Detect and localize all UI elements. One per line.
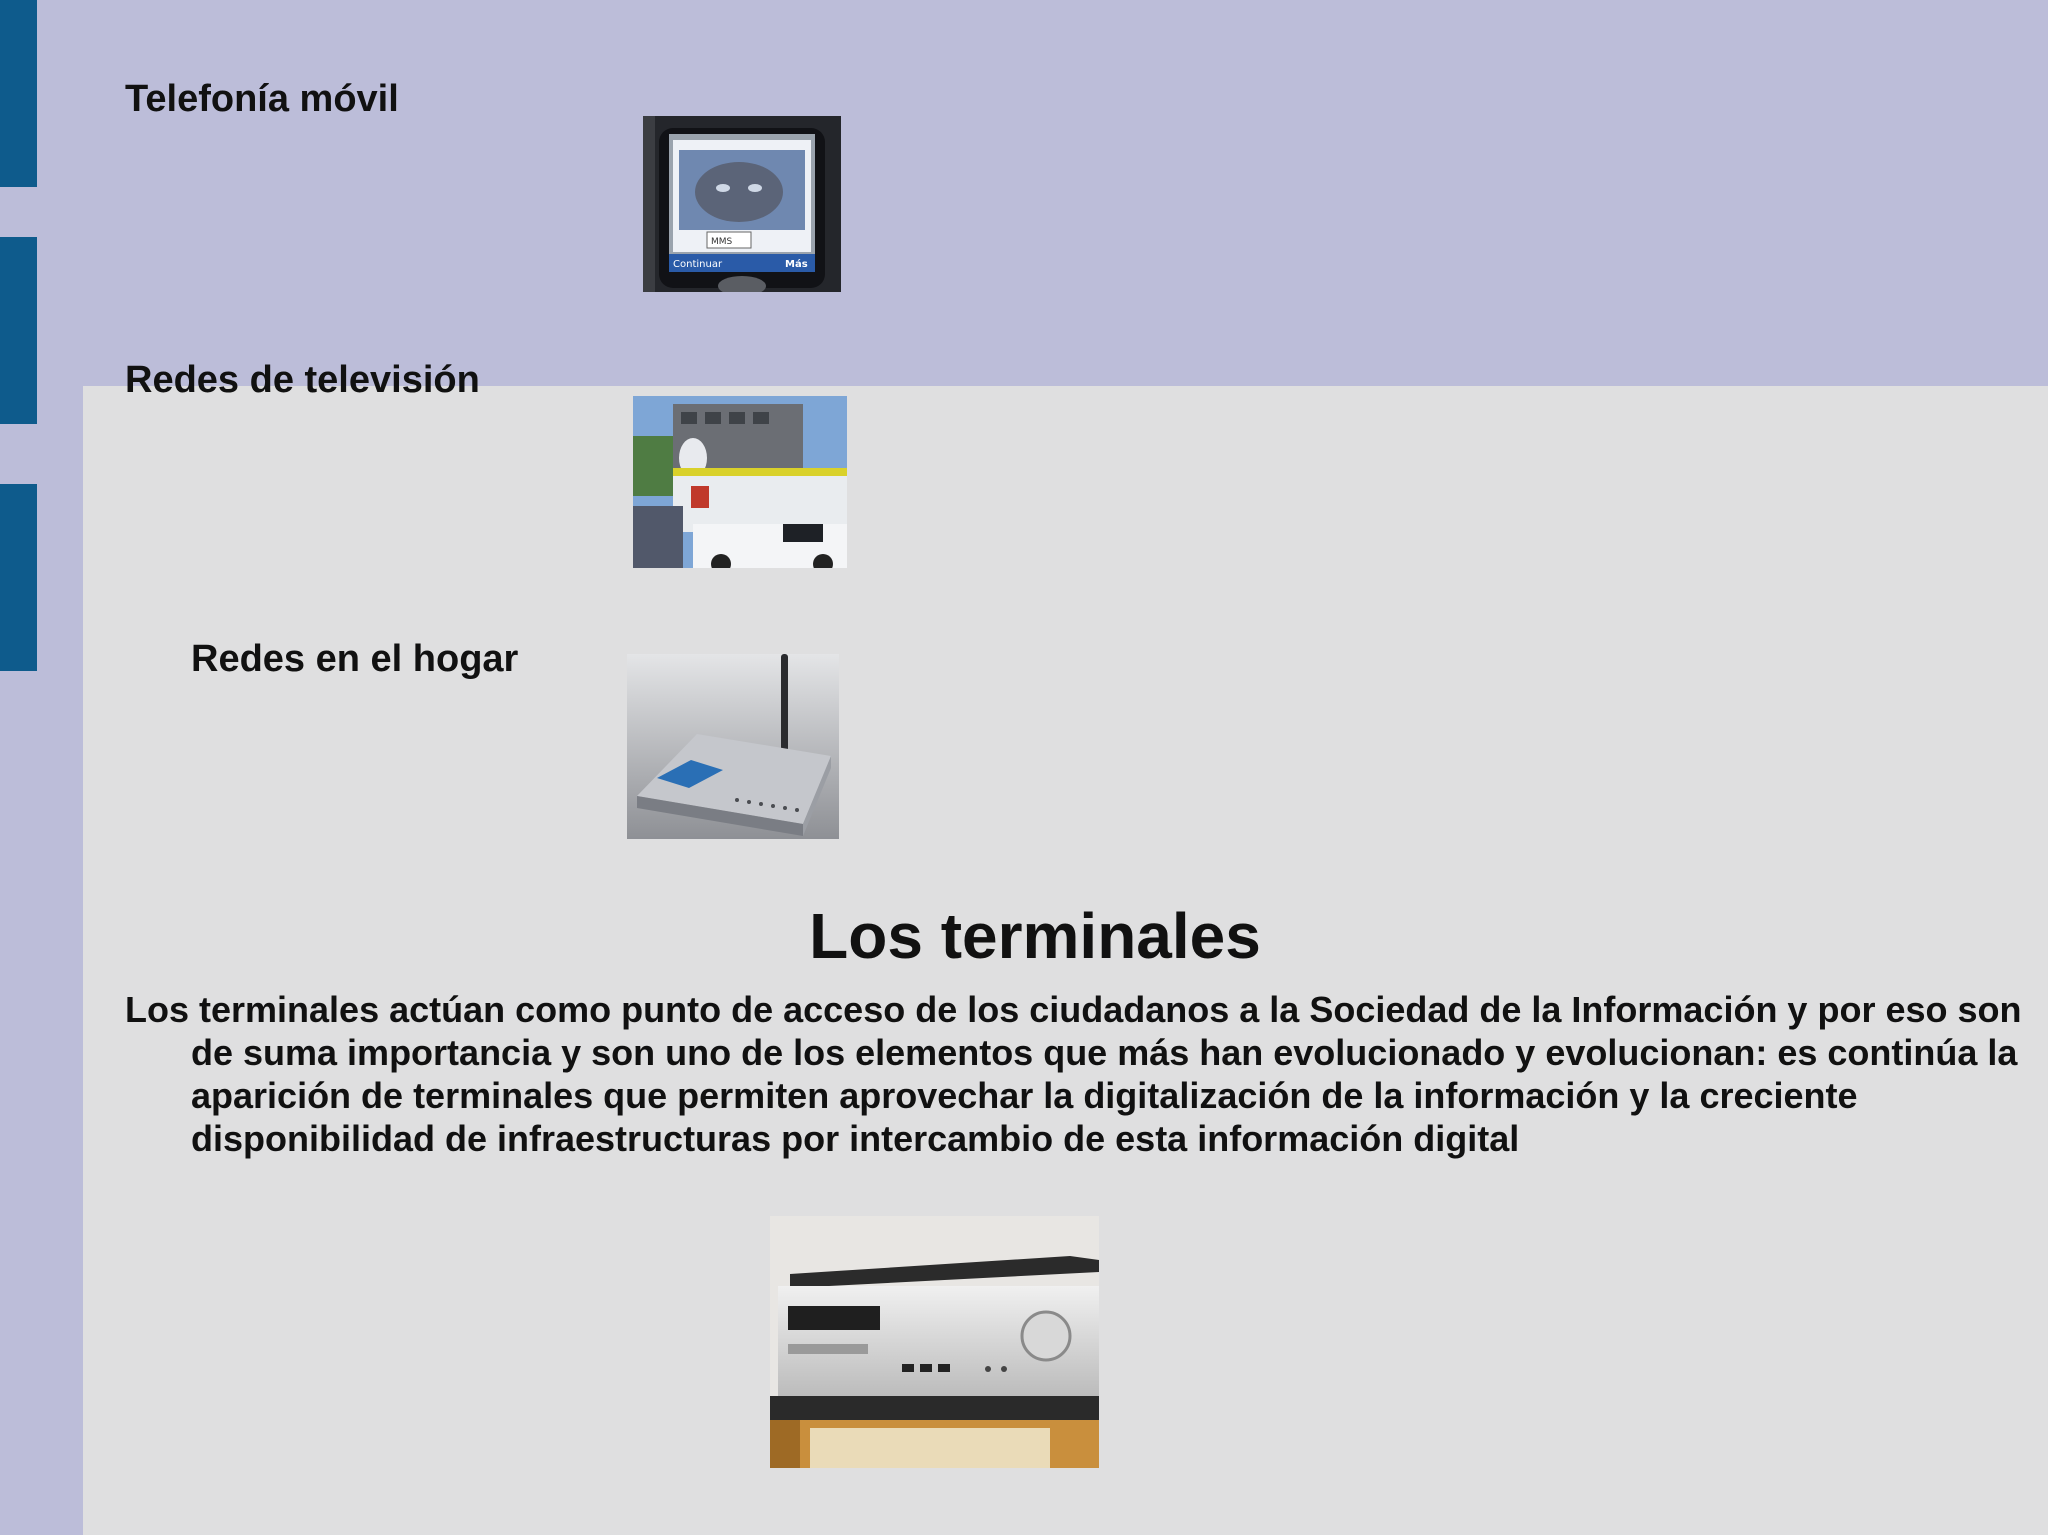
label-telefonia-movil: Telefonía móvil (125, 78, 399, 120)
wireless-router-icon (627, 654, 839, 839)
tv-broadcast-truck-icon (633, 396, 847, 568)
label-redes-de-television: Redes de televisión (125, 359, 480, 401)
mobile-phone-icon (643, 116, 841, 292)
accent-bar-bottom (0, 484, 37, 671)
left-softkey-label: Continuar (673, 259, 723, 270)
right-softkey-label: Más (785, 259, 808, 270)
section-body: Los terminales actúan como punto de acceso de los ciudadanos a la Sociedad de la Información y por eso son de suma importancia y son uno de los elementos que más han evolucionado y evolucionan: es continúa la aparición de terminales que permiten aprovechar la digitalización de la información y la creciente disponibilidad de infraestructuras por intercambio de esta información digital (125, 989, 2022, 1159)
media-center-device-icon (770, 1216, 1099, 1468)
accent-bar-middle (0, 237, 37, 424)
section-title: Los terminales (809, 900, 1261, 972)
mms-label: MMS (711, 237, 733, 247)
label-redes-en-el-hogar: Redes en el hogar (191, 638, 519, 680)
accent-bar-top (0, 0, 37, 187)
